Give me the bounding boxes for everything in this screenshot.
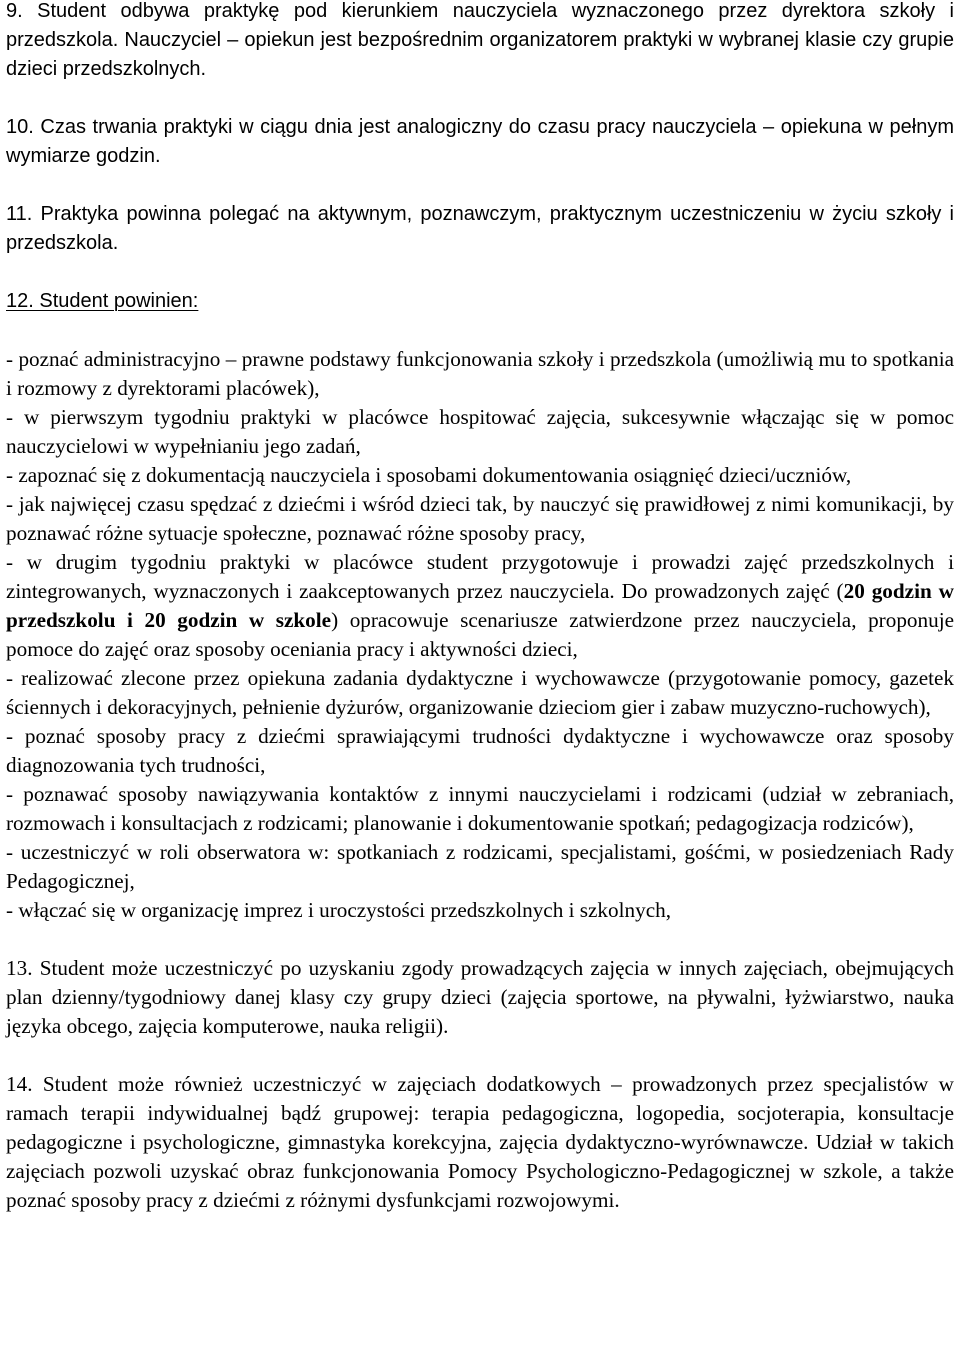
spacer [6, 258, 954, 287]
list-item: - poznawać sposoby nawiązywania kontaktów z innymi nauczycielami i rodzicami (udział w zebraniach, rozmowach i konsultacjach z rodzicami; planowanie i dokumentowanie spotkań; pedagogizacja rodziców), [6, 782, 954, 835]
list-item-text: ) opracowuje scenariusze zatwierdzone przez nauczyciela, proponuje pomoce do zajęć oraz sposoby oceniania pracy i aktywności dzieci, [6, 608, 954, 661]
paragraph-14: 14. Student może również uczestniczyć w zajęciach dodatkowych – prowadzonych przez specjalistów w ramach terapii indywidualnej bądź grupowej: terapia pedagogiczna, logopedia, socjoterapia, konsultacje pedagogiczne i psychologiczne, gimnastyka korekcyjna, zajęcia dydaktyczno-wyrównawcze. Udział w takich zajęciach pozwoli uzyskać obraz funkcjonowania Pomocy Psychologiczno-Pedagogicznej w szkole, a także poznać sposoby pracy z dziećmi z różnymi dysfunkcjami rozwojowymi. [6, 1072, 954, 1212]
list-item: - realizować zlecone przez opiekuna zadania dydaktyczne i wychowawcze (przygotowanie pomocy, gazetek ściennych i dekoracyjnych, pełnienie dyżurów, organizowanie dzieciom gier i zabaw muzyczno-ruchowych), [6, 666, 954, 719]
list-item: - zapoznać się z dokumentacją nauczyciela i sposobami dokumentowania osiągnięć dzieci/uczniów, [6, 463, 852, 487]
spacer [6, 171, 954, 200]
list-item: - poznać sposoby pracy z dziećmi sprawiającymi trudności dydaktyczne i wychowawcze oraz sposoby diagnozowania tych trudności, [6, 724, 954, 777]
spacer [6, 84, 954, 113]
list-item: - w pierwszym tygodniu praktyki w placówce hospitować zajęcia, sukcesywnie włączając się w pomoc nauczycielowi w wypełnianiu jego zadań, [6, 405, 954, 458]
list-item: - poznać administracyjno – prawne podstawy funkcjonowania szkoły i przedszkola (umożliwią mu to spotkania i rozmowy z dyrektorami placówek), [6, 347, 954, 400]
list-item: - jak najwięcej czasu spędzać z dziećmi i wśród dzieci tak, by nauczyć się prawidłowej z nimi komunikacji, by poznawać różne sytuacje społeczne, poznawać różne sposoby pracy, [6, 492, 954, 545]
spacer [6, 925, 954, 954]
list-item [6, 548, 954, 664]
paragraph-12-heading-text: 12. Student powinien: [6, 290, 199, 312]
document-page [6, 0, 954, 1215]
paragraph-13: 13. Student może uczestniczyć po uzyskaniu zgody prowadzących zajęcia w innych zajęciach, obejmujących plan dzienny/tygodniowy danej klasy czy grupy dzieci (zajęcia sportowe, na pływalni, łyżwiarstwo, nauka języka obcego, zajęcia komputerowe, nauka religii). [6, 956, 954, 1038]
duties-list [6, 345, 954, 925]
hours-emphasis: 20 godzin w przedszkolu i 20 godzin w szkole [6, 579, 954, 632]
list-item: - włączać się w organizację imprez i uroczystości przedszkolnych i szkolnych, [6, 898, 671, 922]
paragraph-11: 11. Praktyka powinna polegać na aktywnym, poznawczym, praktycznym uczestniczeniu w życiu szkoły i przedszkola. [6, 203, 954, 254]
list-item: - uczestniczyć w roli obserwatora w: spotkaniach z rodzicami, specjalistami, gośćmi, w posiedzeniach Rady Pedagogicznej, [6, 840, 954, 893]
paragraph-10: 10. Czas trwania praktyki w ciągu dnia jest analogiczny do czasu pracy nauczyciela – opiekuna w pełnym wymiarze godzin. [6, 116, 954, 167]
spacer [6, 1041, 954, 1070]
paragraph-9: 9. Student odbywa praktykę pod kierunkiem nauczyciela wyznaczonego przez dyrektora szkoły i przedszkola. Nauczyciel – opiekun jest bezpośrednim organizatorem praktyki w wybranej klasie czy grupie dzieci przedszkolnych. [6, 0, 954, 80]
paragraph-12-heading [6, 287, 954, 316]
list-item-text: - w drugim tygodniu praktyki w placówce student przygotowuje i prowadzi zajęć przedszkolnych i zintegrowanych, wyznaczonych i zaakceptowanych przez nauczyciela. Do prowadzonych zajęć ( [6, 550, 954, 603]
spacer [6, 316, 954, 345]
